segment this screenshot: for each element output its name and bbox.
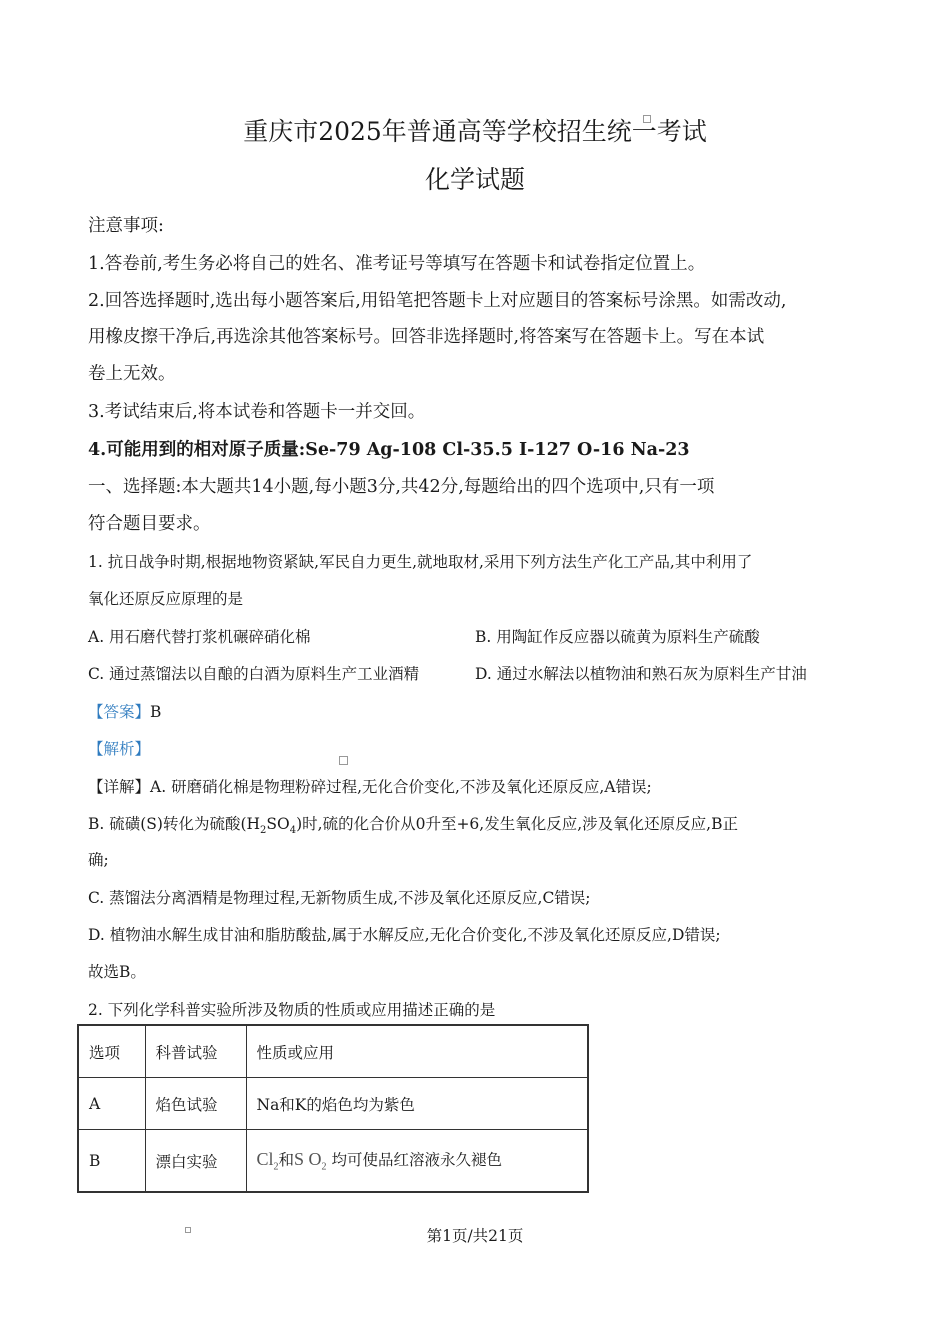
answer-value: B: [150, 703, 162, 721]
notice-item-2-cont: 用橡皮擦干净后,再选涂其他答案标号。回答非选择题时,将答案写在答题卡上。写在本试: [88, 327, 765, 347]
chem-so2: S $O_2$: [294, 1149, 327, 1173]
table-header: 选项: [78, 1025, 145, 1078]
q1-detail-d: D. 植物油水解生成甘油和脂肪酸盐,属于水解反应,无化合价变化,不涉及氧化还原反应,D错误;: [88, 926, 721, 944]
table-header: 科普试验: [145, 1025, 246, 1078]
q2-stem: 2. 下列化学科普实验所涉及物质的性质或应用描述正确的是: [88, 1001, 496, 1019]
q1-stem-cont: 氧化还原反应原理的是: [88, 590, 244, 608]
section-heading: 一、选择题:本大题共14小题,每小题3分,共42分,每题给出的四个选项中,只有一项: [88, 477, 715, 497]
q1-option-a: A. 用石磨代替打浆机碾碎硝化棉: [88, 628, 311, 646]
notice-item-3: 3.考试结束后,将本试卷和答题卡一并交回。: [88, 402, 426, 422]
q1-detail-b: B. 硫磺(S)转化为硫酸$(H_2SO_4)$时,硫的化合价从0升至+6,发生氧化反应,涉及氧化还原反应,B正: [88, 815, 738, 837]
marker-dot: [643, 115, 651, 123]
q1-conclusion: 故选B。: [88, 963, 146, 981]
section-heading-cont: 符合题目要求。: [88, 514, 211, 534]
q1-detail-b-cont: 确;: [88, 851, 109, 869]
table-row: [78, 1078, 588, 1130]
notice-item-2: 2.回答选择题时,选出每小题答案后,用铅笔把答题卡上对应题目的答案标号涂黑。如需改动,: [88, 291, 787, 311]
q1-analysis-tag: 【解析】: [88, 740, 151, 758]
page-footer: 第1页/共21页: [426, 1227, 524, 1245]
detail-tag: 【详解】: [88, 778, 151, 796]
q2-table: [77, 1024, 589, 1193]
table-cell: 漂白实验: [145, 1130, 246, 1193]
table-row: [78, 1130, 588, 1193]
marker-dot: [339, 756, 348, 765]
table-cell: Na和K的焰色均为紫色: [246, 1078, 588, 1130]
notice-heading: 注意事项:: [88, 216, 164, 236]
table-cell: B: [78, 1130, 145, 1193]
q1-option-d: D. 通过水解法以植物油和熟石灰为原料生产甘油: [475, 665, 807, 683]
q1-detail-c: C. 蒸馏法分离酒精是物理过程,无新物质生成,不涉及氧化还原反应,C错误;: [88, 889, 591, 907]
answer-tag: 【答案】: [88, 703, 151, 721]
q1-detail-a: [88, 775, 652, 797]
notice-item-2-end: 卷上无效。: [88, 364, 176, 384]
table-cell: 焰色试验: [145, 1078, 246, 1130]
notice-item-4: 4.可能用到的相对原子质量:Se-79 Ag-108 Cl-35.5 I-127 O-16 Na-23: [88, 440, 690, 460]
q1-option-c: C. 通过蒸馏法以自酿的白酒为原料生产工业酒精: [88, 665, 420, 683]
chem-cl2: $Cl_2$: [256, 1149, 279, 1173]
page-subtitle: 化学试题: [424, 165, 525, 194]
page-title: 重庆市2025年普通高等学校招生统一考试: [243, 117, 707, 146]
q1-answer: [88, 700, 161, 722]
table-header-row: [78, 1025, 588, 1078]
table-header: 性质或应用: [246, 1025, 588, 1078]
table-cell: $Cl_2$和S $O_2$ 均可使品红溶液永久褪色: [246, 1130, 588, 1193]
q1-stem: 1. 抗日战争时期,根据地物资紧缺,军民自力更生,就地取材,采用下列方法生产化工产品,其中利用了: [88, 553, 753, 571]
notice-item-1: 1.答卷前,考生务必将自己的姓名、准考证号等填写在答题卡和试卷指定位置上。: [88, 254, 706, 274]
q1-option-b: B. 用陶缸作反应器以硫黄为原料生产硫酸: [475, 628, 760, 646]
table-cell: A: [78, 1078, 145, 1130]
detail-a-text: A. 研磨硝化棉是物理粉碎过程,无化合价变化,不涉及氧化还原反应,A错误;: [150, 778, 652, 796]
